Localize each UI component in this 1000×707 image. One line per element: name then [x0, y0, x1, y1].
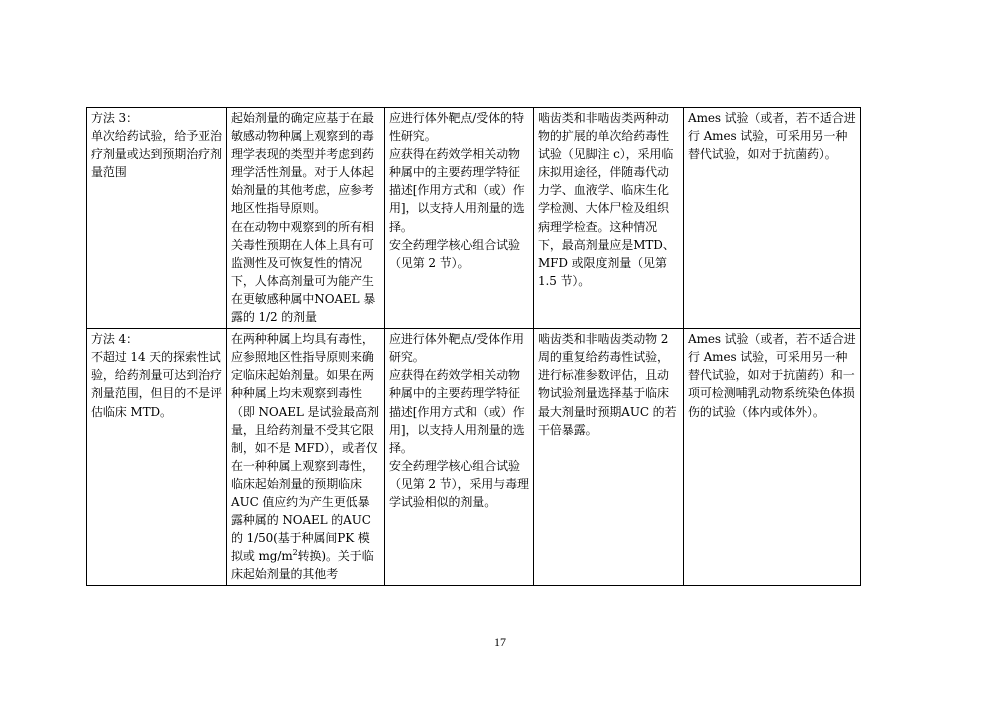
cell-text: 安全药理学核心组合试验（见第 2 节）。 — [389, 237, 520, 270]
cell-text: 啮齿类和非啮齿类两种动物的扩展的单次给药毒性试验（见脚注 c），采用临床拟用途径，伴随毒代动力学、血液学、临床生化学检测、大体尸检及组织病理学检查。这种情况下，最高剂量应是MTD、MFD 或限度剂量（见第 1.5 节）。 — [538, 111, 675, 288]
cell-text: 啮齿类和非啮齿类动物 2 周的重复给药毒性试验，进行标准参数评估，且动物试验剂量选择基于临床最大剂量时预期AUC 的若干倍暴露。 — [538, 332, 677, 437]
cell-text: 方法 4： — [91, 332, 138, 347]
cell-text: 应获得在药效学相关动物种属中的主要药理学特征描述[作用方式和（或）作用]，以支持人用剂量的选择。 — [389, 368, 525, 455]
page-number: 17 — [494, 635, 506, 649]
cell-text: Ames 试验（或者，若不适合进行 Ames 试验，可采用另一种替代试验，如对于抗菌药）和一项可检测哺乳动物系统染色体损伤的试验（体内或体外）。 — [688, 332, 856, 419]
cell-text: Ames 试验（或者，若不适合进行 Ames 试验，可采用另一种替代试验，如对于抗菌药）。 — [688, 111, 856, 162]
table-cell — [87, 329, 227, 586]
table-cell — [534, 329, 684, 586]
table-cell — [87, 108, 227, 329]
cell-text: 在在动物中观察到的所有相关毒性预期在人体上具有可监测性及可恢复性的情况下，人体高剂量可为能产生在更敏感种属中NOAEL 暴露的 1/2 的剂量 — [231, 219, 376, 325]
cell-text: 安全药理学核心组合试验（见第 2 节），采用与毒理学试验相似的剂量。 — [389, 458, 529, 509]
cell-text-part: 转换)。关于临床起始剂量的其他考 — [231, 549, 374, 582]
cell-text: 应进行体外靶点/受体作用研究。 — [389, 332, 524, 365]
cell-text: 应进行体外靶点/受体的特性研究。 — [389, 111, 524, 144]
table-cell — [227, 329, 385, 586]
cell-text: 单次给药试验，给予亚治疗剂量或达到预期治疗剂量范围 — [91, 129, 222, 180]
cell-text-part: 在两种种属上均具有毒性，应参照地区性指导原则来确定临床起始剂量。如果在两种种属上均未观察到毒性（即 NOAEL 是试验最高剂量，且给药剂量不受其它限制，如不是 MFD），或者仅在一种种属上观察到毒性，临床起始剂量的预期临床 AUC 值应约为产生更低暴露种属的 NOAEL 的AUC 的 1/50(基于种属间PK 模拟或 mg/m — [231, 332, 379, 564]
cell-text — [231, 330, 380, 583]
table-cell — [684, 329, 861, 586]
table-cell — [684, 108, 861, 329]
cell-text: 起始剂量的确定应基于在最敏感动物种属上观察到的毒理学表现的类型并考虑到药理学活性剂量。对于人体起始剂量的其他考虑，应参考地区性指导原则。 — [231, 111, 374, 216]
superscript: 2 — [292, 548, 298, 558]
table-cell — [385, 329, 534, 586]
table-row — [87, 329, 861, 586]
cell-text: 应获得在药效学相关动物种属中的主要药理学特征描述[作用方式和（或）作用]，以支持人用剂量的选择。 — [389, 147, 525, 234]
table-row — [87, 108, 861, 329]
guideline-table — [86, 107, 861, 586]
cell-text: 不超过 14 天的探索性试验，给药剂量可达到治疗剂量范围，但目的不是评估临床 MTD。 — [91, 350, 222, 419]
table-cell — [534, 108, 684, 329]
table-cell — [385, 108, 534, 329]
table-cell — [227, 108, 385, 329]
cell-text: 方法 3： — [91, 111, 138, 125]
